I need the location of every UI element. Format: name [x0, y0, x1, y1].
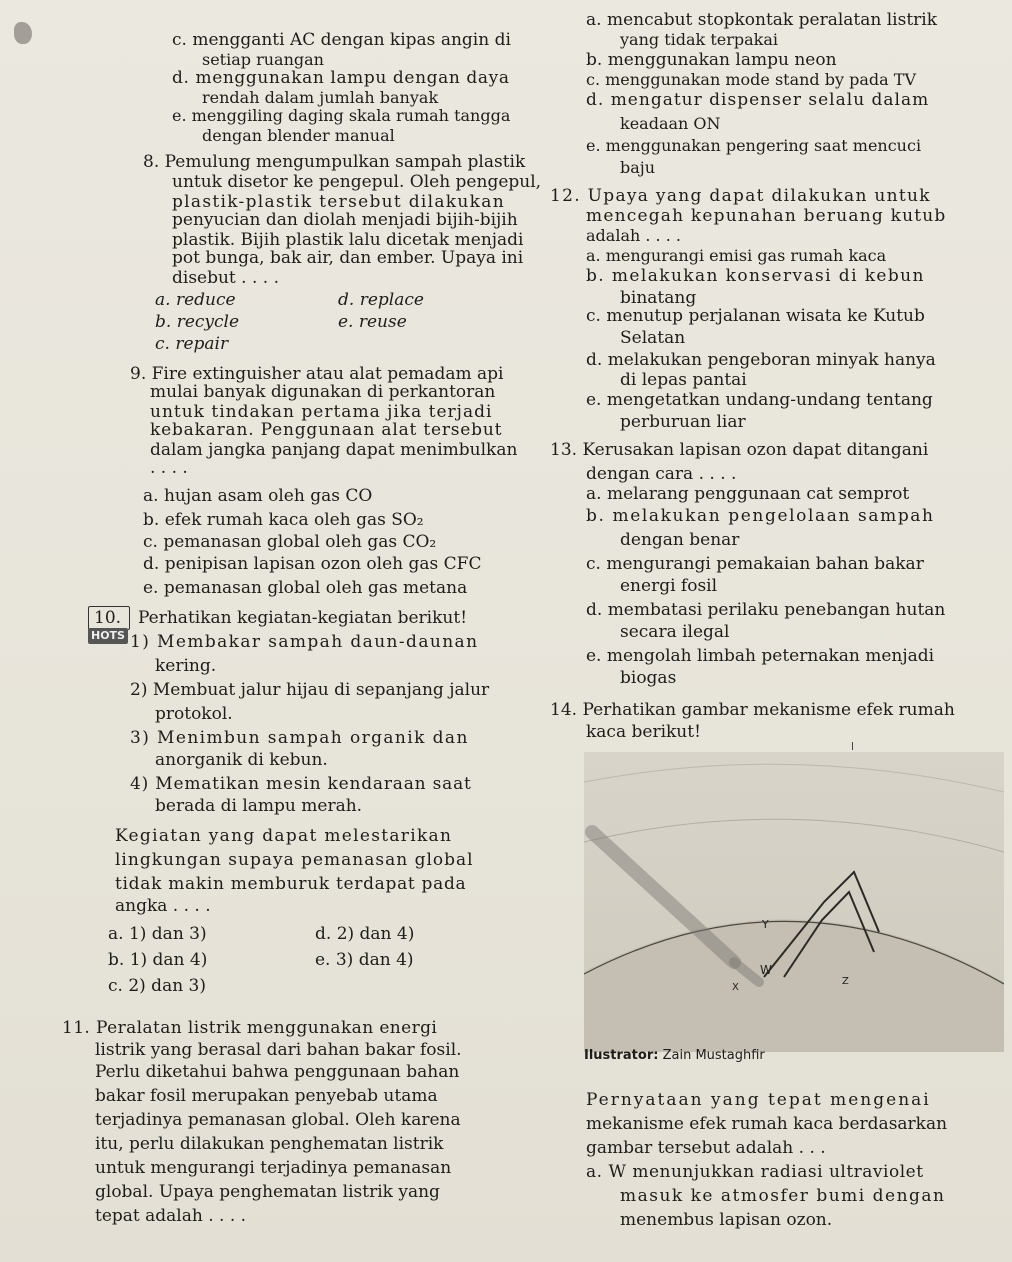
q11-line-8: global. Upaya penghematan listrik yang [95, 1182, 440, 1202]
q11-option-b: b. menggunakan lampu neon [586, 50, 837, 70]
q14-statement-1: Pernyataan yang tepat mengenai [586, 1090, 931, 1110]
q14-option-a-cont2: menembus lapisan ozon. [620, 1210, 833, 1230]
q13-option-c: c. mengurangi pemakaian bahan bakar [586, 554, 924, 574]
q8-line-2: untuk disetor ke pengepul. Oleh pengepul, [172, 172, 542, 192]
q10-number: 10. [94, 608, 122, 628]
q12-line-1: 12. Upaya yang dapat dilakukan untuk [550, 186, 931, 206]
q10-item-3: 3) Menimbun sampah organik dan [130, 728, 469, 748]
q10-item-3-cont: anorganik di kebun. [155, 750, 328, 770]
q13-option-b: b. melakukan pengelolaan sampah [586, 506, 935, 526]
q13-option-e-cont: biogas [620, 668, 677, 688]
q10-line-2: Kegiatan yang dapat melestarikan [115, 826, 453, 846]
q8-line-4: penyucian dan diolah menjadi bijih-bijih [172, 210, 518, 230]
q9-line-4: kebakaran. Penggunaan alat tersebut [150, 420, 503, 440]
q7-option-d-cont: rendah dalam jumlah banyak [202, 88, 439, 107]
q12-option-e-cont: perburuan liar [620, 412, 746, 432]
q9-line-3: untuk tindakan pertama jika terjadi [150, 402, 493, 422]
q9-option-a: a. hujan asam oleh gas CO [143, 486, 373, 506]
q10-item-2: 2) Membuat jalur hijau di sepanjang jalur [130, 680, 490, 700]
q11-line-5: terjadinya pemanasan global. Oleh karena [95, 1110, 461, 1130]
q9-option-b: b. efek rumah kaca oleh gas SO₂ [143, 510, 424, 530]
q12-option-a: a. mengurangi emisi gas rumah kaca [586, 246, 887, 265]
q9-line-5: dalam jangka panjang dapat menimbulkan [150, 440, 518, 460]
q12-option-b: b. melakukan konservasi di kebun [586, 266, 925, 286]
q9-option-c: c. pemanasan global oleh gas CO₂ [143, 532, 437, 552]
q13-line-1: 13. Kerusakan lapisan ozon dapat ditangani [550, 440, 929, 460]
q13-line-2: dengan cara . . . . [586, 464, 737, 484]
q10-line-3: lingkungan supaya pemanasan global [115, 850, 474, 870]
q10-line-1: Perhatikan kegiatan-kegiatan berikut! [138, 608, 468, 628]
q10-item-1-cont: kering. [155, 656, 217, 676]
q11-line-3: Perlu diketahui bahwa penggunaan bahan [95, 1062, 460, 1082]
q14-line-1: 14. Perhatikan gambar mekanisme efek rumah [550, 700, 955, 720]
q8-line-3: plastik-plastik tersebut dilakukan [172, 192, 505, 212]
q12-option-d-cont: di lepas pantai [620, 370, 747, 390]
q8-option-c: c. repair [155, 334, 229, 354]
label-w: W [760, 963, 772, 977]
q10-item-4: 4) Mematikan mesin kendaraan saat [130, 774, 472, 794]
credit-label: Ilustrator: [584, 1048, 659, 1063]
q11-option-e: e. menggunakan pengering saat mencuci [586, 136, 922, 155]
q8-line-7: disebut . . . . [172, 268, 279, 288]
q12-line-3: adalah . . . . [586, 226, 681, 245]
q8-option-d: d. replace [338, 290, 424, 310]
q12-option-c: c. menutup perjalanan wisata ke Kutub [586, 306, 925, 326]
q10-option-e: e. 3) dan 4) [315, 950, 414, 970]
q7-option-e-cont: dengan blender manual [202, 126, 395, 145]
q14-option-a-cont: masuk ke atmosfer bumi dengan [620, 1186, 946, 1206]
q11-line-9: tepat adalah . . . . [95, 1206, 247, 1226]
q10-line-5: angka . . . . [115, 896, 211, 916]
q11-line-7: untuk mengurangi terjadinya pemanasan [95, 1158, 452, 1178]
q7-option-d: d. menggunakan lampu dengan daya [172, 68, 510, 88]
q11-option-c: c. menggunakan mode stand by pada TV [586, 70, 916, 89]
q8-option-b: b. recycle [155, 312, 240, 332]
hots-badge: HOTS [88, 628, 128, 644]
q10-item-2-cont: protokol. [155, 704, 233, 724]
credit-name: Zain Mustaghfir [662, 1048, 765, 1063]
q11-option-a-cont: yang tidak terpakai [620, 30, 778, 49]
q11-option-d: d. mengatur dispenser selalu dalam [586, 90, 930, 110]
q8-line-1: 8. Pemulung mengumpulkan sampah plastik [143, 152, 526, 172]
q10-item-4-cont: berada di lampu merah. [155, 796, 363, 816]
q9-line-1: 9. Fire extinguisher atau alat pemadam api [130, 364, 504, 384]
q13-option-c-cont: energi fosil [620, 576, 718, 596]
q11-option-d-cont: keadaan ON [620, 114, 721, 133]
q8-option-e: e. reuse [338, 312, 407, 332]
q14-statement-3: gambar tersebut adalah . . . [586, 1138, 826, 1158]
q10-option-b: b. 1) dan 4) [108, 950, 208, 970]
q13-option-e: e. mengolah limbah peternakan menjadi [586, 646, 935, 666]
q13-option-d: d. membatasi perilaku penebangan hutan [586, 600, 946, 620]
q9-option-e: e. pemanasan global oleh gas metana [143, 578, 468, 598]
q11-line-4: bakar fosil merupakan penyebab utama [95, 1086, 438, 1106]
q8-line-6: pot bunga, bak air, dan ember. Upaya ini [172, 248, 524, 268]
q14-option-a: a. W menunjukkan radiasi ultraviolet [586, 1162, 924, 1182]
q11-line-6: itu, perlu dilakukan penghematan listrik [95, 1134, 444, 1154]
q8-line-5: plastik. Bijih plastik lalu dicetak menjadi [172, 230, 524, 250]
q10-item-1: 1) Membakar sampah daun-daunan [130, 632, 479, 652]
q11-option-e-cont: baju [620, 158, 656, 177]
q10-option-d: d. 2) dan 4) [315, 924, 415, 944]
greenhouse-effect-figure [584, 752, 1004, 1052]
q11-line-1: 11. Peralatan listrik menggunakan energi [62, 1018, 438, 1038]
q9-option-d: d. penipisan lapisan ozon oleh gas CFC [143, 554, 482, 574]
q7-option-c: c. mengganti AC dengan kipas angin di [172, 30, 511, 50]
q14-line-2: kaca berikut! [586, 722, 701, 742]
q12-option-d: d. melakukan pengeboran minyak hanya [586, 350, 936, 370]
q12-option-e: e. mengetatkan undang-undang tentang [586, 390, 933, 410]
q9-line-6: . . . . [150, 458, 188, 478]
q9-line-2: mulai banyak digunakan di perkantoran [150, 382, 496, 402]
figure-tick-mark [852, 742, 853, 750]
q7-option-c-cont: setiap ruangan [202, 50, 324, 69]
q13-option-b-cont: dengan benar [620, 530, 740, 550]
q12-option-c-cont: Selatan [620, 328, 686, 348]
q12-line-2: mencegah kepunahan beruang kutub [586, 206, 947, 226]
label-y: Y [762, 918, 769, 931]
q11-line-2: listrik yang berasal dari bahan bakar fosil. [95, 1040, 462, 1060]
label-z: Z [842, 976, 849, 987]
q11-option-a: a. mencabut stopkontak peralatan listrik [586, 10, 938, 30]
q10-option-a: a. 1) dan 3) [108, 924, 207, 944]
q14-statement-2: mekanisme efek rumah kaca berdasarkan [586, 1114, 948, 1134]
q10-line-4: tidak makin memburuk terdapat pada [115, 874, 467, 894]
ink-spot [14, 22, 32, 44]
figure-credit [584, 1048, 765, 1063]
q13-option-a: a. melarang penggunaan cat semprot [586, 484, 910, 504]
q8-option-a: a. reduce [155, 290, 236, 310]
q12-option-b-cont: binatang [620, 288, 697, 308]
q13-option-d-cont: secara ilegal [620, 622, 730, 642]
q10-option-c: c. 2) dan 3) [108, 976, 206, 996]
label-x: X [732, 982, 739, 993]
q7-option-e: e. menggiling daging skala rumah tangga [172, 106, 511, 125]
